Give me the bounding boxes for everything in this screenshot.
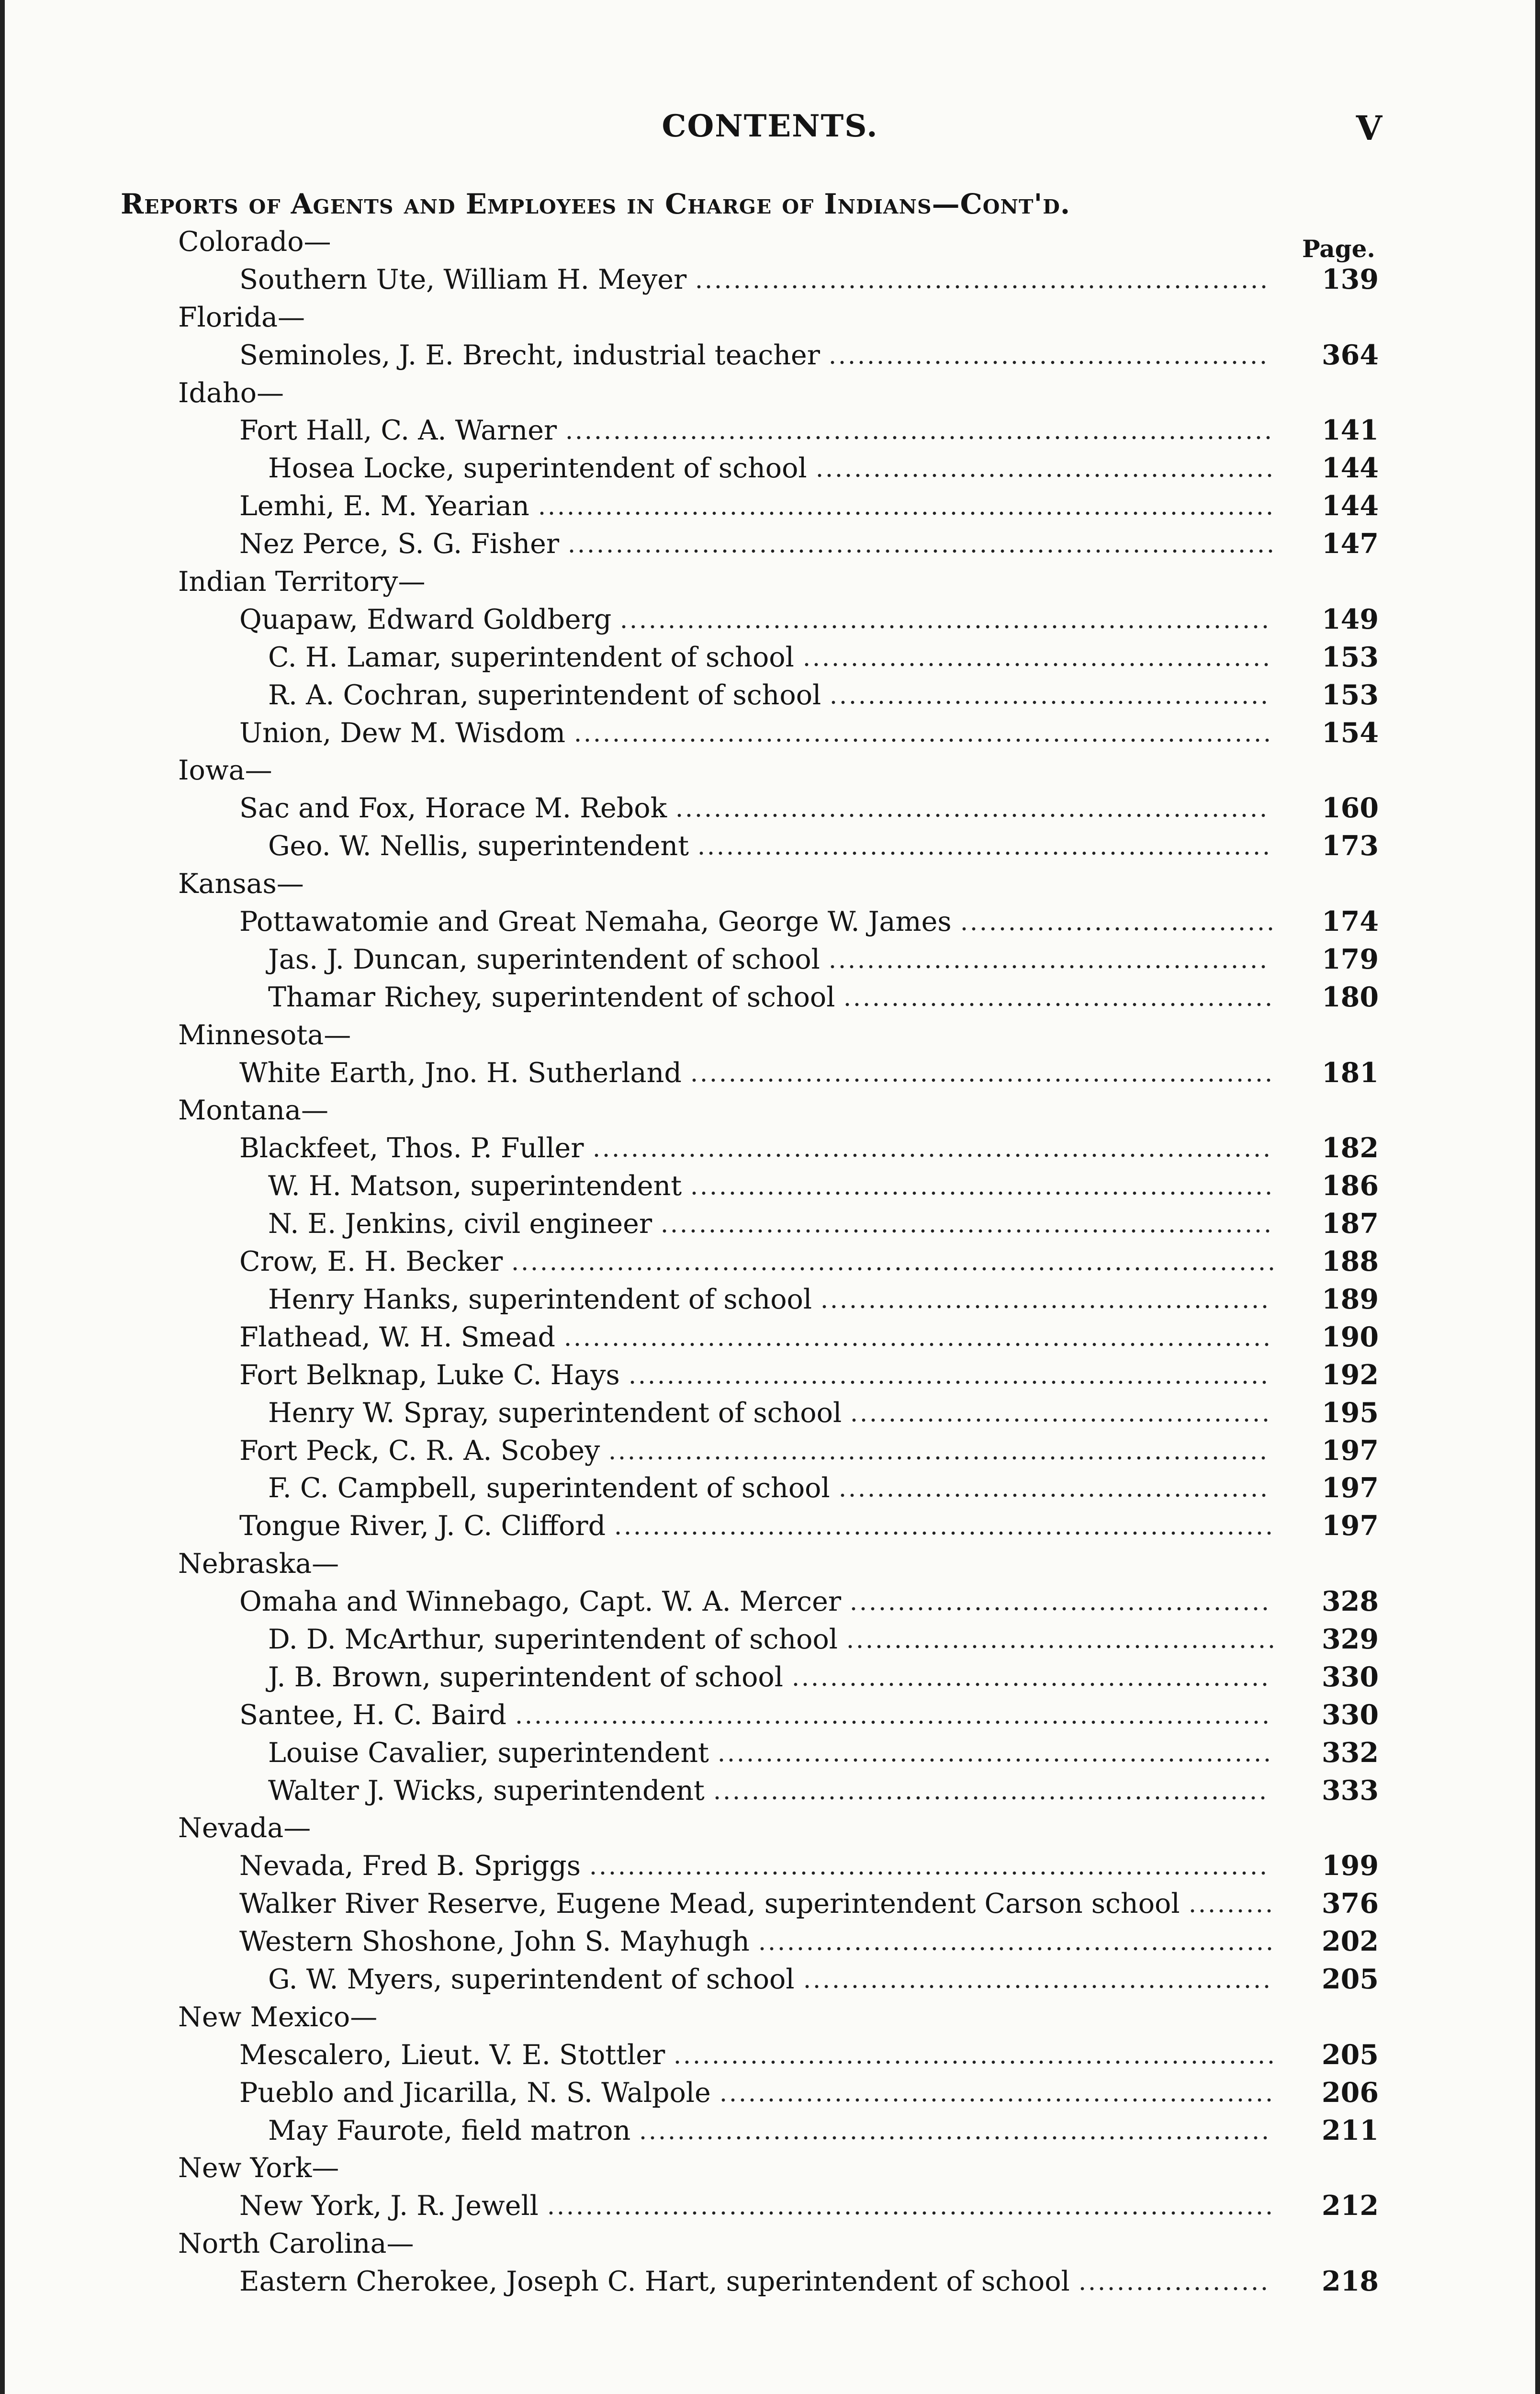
toc-entry xyxy=(0,2187,1540,2225)
toc-state-heading xyxy=(0,2225,1540,2263)
dot-leader xyxy=(588,1871,1268,1875)
page-ref: 212 xyxy=(1322,2190,1379,2222)
page-ref: 141 xyxy=(1322,414,1379,447)
page-ref: 376 xyxy=(1322,1887,1379,1920)
entry-label: Nevada, Fred B. Spriggs xyxy=(239,1850,581,1882)
toc-entry xyxy=(0,2263,1540,2301)
toc-state-heading xyxy=(0,1092,1540,1129)
entry-label: Henry W. Spray, superintendent of school xyxy=(268,1397,842,1429)
dot-leader xyxy=(563,1343,1271,1346)
page-ref: 333 xyxy=(1322,1774,1379,1807)
toc-entry xyxy=(0,1432,1540,1470)
toc-entry xyxy=(0,261,1540,299)
dot-leader xyxy=(838,1493,1269,1497)
toc-entry xyxy=(0,1847,1540,1885)
toc-entry xyxy=(0,1129,1540,1167)
dot-leader xyxy=(820,1305,1270,1309)
entry-label: Geo. W. Nellis, superintendent xyxy=(268,830,689,862)
entry-label: J. B. Brown, superintendent of school xyxy=(268,1661,783,1693)
dot-leader xyxy=(592,1153,1271,1157)
page-ref: 188 xyxy=(1322,1245,1379,1278)
page-ref: 186 xyxy=(1322,1170,1379,1202)
entry-label: Lemhi, E. M. Yearian xyxy=(239,490,529,522)
page-ref: 205 xyxy=(1322,1963,1379,1995)
toc-entry xyxy=(0,1167,1540,1205)
toc-entry xyxy=(0,450,1540,487)
page-title: CONTENTS. xyxy=(662,108,878,144)
dot-leader xyxy=(712,1796,1268,1800)
entry-label: Southern Ute, William H. Meyer xyxy=(239,263,687,295)
dot-leader xyxy=(828,361,1268,364)
entry-label: Mescalero, Lieut. V. E. Stottler xyxy=(239,2039,665,2071)
page-ref: 149 xyxy=(1322,603,1379,635)
toc-state-heading xyxy=(0,223,1540,261)
entry-label: Henry Hanks, superintendent of school xyxy=(268,1283,812,1315)
dot-leader xyxy=(757,1947,1274,1951)
state-name: Indian Territory— xyxy=(178,566,426,598)
state-name: Idaho— xyxy=(178,377,284,409)
table-of-contents xyxy=(0,223,1540,2301)
entry-label: Quapaw, Edward Goldberg xyxy=(239,603,612,635)
page-ref: 192 xyxy=(1322,1358,1379,1391)
dot-leader xyxy=(567,549,1275,553)
dot-leader xyxy=(829,700,1269,704)
toc-state-heading xyxy=(0,2149,1540,2187)
page-ref: 160 xyxy=(1322,792,1379,824)
dot-leader xyxy=(791,1683,1270,1686)
page-ref: 144 xyxy=(1322,452,1379,485)
toc-entry xyxy=(0,677,1540,714)
page-ref: 202 xyxy=(1322,1925,1379,1958)
toc-entry xyxy=(0,1356,1540,1394)
dot-leader xyxy=(546,2211,1274,2215)
dot-leader xyxy=(673,2060,1276,2064)
state-name: New York— xyxy=(178,2152,339,2184)
state-name: North Carolina— xyxy=(178,2228,414,2260)
toc-entry xyxy=(0,1583,1540,1621)
dot-leader xyxy=(607,1456,1268,1460)
page-ref: 189 xyxy=(1322,1283,1379,1315)
entry-label: New York, J. R. Jewell xyxy=(239,2190,539,2222)
toc-state-heading xyxy=(0,299,1540,337)
toc-entry xyxy=(0,1961,1540,1999)
toc-entry xyxy=(0,903,1540,941)
toc-entry xyxy=(0,1923,1540,1961)
dot-leader xyxy=(628,1380,1269,1384)
page-ref: 139 xyxy=(1322,263,1379,295)
entry-label: Western Shoshone, John S. Mayhugh xyxy=(239,1926,750,1958)
dot-leader xyxy=(843,1003,1273,1006)
entry-label: N. E. Jenkins, civil engineer xyxy=(268,1208,652,1240)
dot-leader xyxy=(849,1607,1270,1611)
page-ref: 329 xyxy=(1322,1623,1379,1655)
entry-label: Fort Hall, C. A. Warner xyxy=(239,415,557,447)
entry-label: White Earth, Jno. H. Sutherland xyxy=(239,1057,682,1089)
page-ref: 187 xyxy=(1322,1208,1379,1240)
toc-entry xyxy=(0,1319,1540,1356)
dot-leader xyxy=(694,285,1269,289)
dot-leader xyxy=(849,1418,1270,1422)
dot-leader xyxy=(514,1720,1270,1724)
dot-leader xyxy=(802,1985,1271,1988)
page-ref: 205 xyxy=(1322,2038,1379,2071)
toc-entry xyxy=(0,1772,1540,1810)
toc-entry xyxy=(0,1281,1540,1319)
page-ref: 153 xyxy=(1322,678,1379,711)
entry-label: Thamar Richey, superintendent of school xyxy=(268,981,835,1013)
entry-label: Jas. J. Duncan, superintendent of school xyxy=(268,943,820,975)
toc-entry xyxy=(0,1659,1540,1696)
entry-label: Pottawatomie and Great Nemaha, George W. James xyxy=(239,906,952,938)
page-ref: 182 xyxy=(1322,1132,1379,1164)
state-name: Nebraska— xyxy=(178,1548,339,1580)
page-ref: 332 xyxy=(1322,1736,1379,1769)
toc-entry xyxy=(0,827,1540,865)
dot-leader xyxy=(815,474,1274,477)
entry-label: Blackfeet, Thos. P. Fuller xyxy=(239,1132,584,1164)
entry-label: Santee, H. C. Baird xyxy=(239,1699,506,1731)
dot-leader xyxy=(564,436,1273,440)
toc-state-heading xyxy=(0,752,1540,790)
toc-entry xyxy=(0,525,1540,563)
state-name: New Mexico— xyxy=(178,2001,378,2033)
dot-leader xyxy=(1188,1909,1274,1913)
entry-label: Eastern Cherokee, Joseph C. Hart, superintendent of school xyxy=(239,2266,1070,2298)
dot-leader xyxy=(717,1758,1272,1762)
toc-entry xyxy=(0,1696,1540,1734)
toc-state-heading xyxy=(0,1545,1540,1583)
entry-label: Omaha and Winnebago, Capt. W. A. Mercer xyxy=(239,1586,842,1618)
page-ref: 154 xyxy=(1322,716,1379,749)
dot-leader xyxy=(510,1267,1276,1271)
toc-entry xyxy=(0,1205,1540,1243)
page-ref: 364 xyxy=(1322,339,1379,371)
toc-entry xyxy=(0,714,1540,752)
page-ref: 197 xyxy=(1322,1472,1379,1504)
dot-leader xyxy=(689,1078,1273,1082)
dot-leader xyxy=(638,2136,1270,2140)
state-name: Nevada— xyxy=(178,1812,311,1844)
dot-leader xyxy=(674,813,1268,817)
toc-entry xyxy=(0,487,1540,525)
page-ref: 181 xyxy=(1322,1056,1379,1089)
dot-leader xyxy=(613,1531,1274,1535)
page-ref: 218 xyxy=(1322,2265,1379,2298)
toc-entry xyxy=(0,979,1540,1016)
toc-entry xyxy=(0,1394,1540,1432)
page-ref: 330 xyxy=(1322,1660,1379,1693)
entry-label: Walker River Reserve, Eugene Mead, superintendent Carson school xyxy=(239,1888,1180,1920)
toc-entry xyxy=(0,2112,1540,2150)
section-title: Reports of Agents and Employees in Charge of Indians—Cont'd. xyxy=(121,188,1071,220)
page-ref: 147 xyxy=(1322,528,1379,560)
state-name: Montana— xyxy=(178,1095,328,1127)
page-ref: 174 xyxy=(1322,905,1379,938)
entry-label: F. C. Campbell, superintendent of school xyxy=(268,1472,830,1504)
dot-leader xyxy=(802,663,1271,666)
entry-label: Flathead, W. H. Smead xyxy=(239,1321,555,1353)
dot-leader xyxy=(845,1645,1276,1649)
dot-leader xyxy=(719,2098,1274,2102)
page-ref: 144 xyxy=(1322,490,1379,522)
entry-label: Louise Cavalier, superintendent xyxy=(268,1737,709,1769)
page-ref: 197 xyxy=(1322,1510,1379,1542)
dot-leader xyxy=(689,1191,1273,1195)
entry-label: Sac and Fox, Horace M. Rebok xyxy=(239,792,667,824)
toc-entry xyxy=(0,1734,1540,1772)
toc-entry xyxy=(0,2036,1540,2074)
entry-label: Crow, E. H. Becker xyxy=(239,1246,503,1278)
toc-state-heading xyxy=(0,1999,1540,2036)
toc-entry xyxy=(0,1243,1540,1281)
entry-label: D. D. McArthur, superintendent of school xyxy=(268,1623,838,1655)
dot-leader xyxy=(1078,2287,1269,2291)
dot-leader xyxy=(573,738,1272,742)
entry-label: Union, Dew M. Wisdom xyxy=(239,717,566,749)
toc-entry xyxy=(0,601,1540,639)
page-ref: 330 xyxy=(1322,1698,1379,1731)
toc-entry xyxy=(0,1469,1540,1507)
toc-entry xyxy=(0,639,1540,677)
entry-label: Walter J. Wicks, superintendent xyxy=(268,1774,705,1807)
entry-label: Pueblo and Jicarilla, N. S. Walpole xyxy=(239,2077,711,2109)
page-ref: 199 xyxy=(1322,1850,1379,1882)
dot-leader xyxy=(660,1229,1272,1233)
page-ref: 206 xyxy=(1322,2076,1379,2109)
page-ref: 190 xyxy=(1322,1321,1379,1353)
dot-leader xyxy=(697,851,1271,855)
entry-label: R. A. Cochran, superintendent of school xyxy=(268,679,821,711)
entry-label: C. H. Lamar, superintendent of school xyxy=(268,641,794,673)
entry-label: G. W. Myers, superintendent of school xyxy=(268,1963,795,1995)
entry-label: Tongue River, J. C. Clifford xyxy=(239,1510,606,1542)
state-name: Iowa— xyxy=(178,755,272,787)
page-ref: 173 xyxy=(1322,830,1379,862)
toc-state-heading xyxy=(0,865,1540,903)
page-column-label: Page. xyxy=(1302,235,1375,263)
toc-state-heading xyxy=(0,563,1540,601)
page-ref: 180 xyxy=(1322,981,1379,1013)
dot-leader xyxy=(828,965,1268,969)
toc-entry xyxy=(0,1054,1540,1092)
state-name: Kansas— xyxy=(178,868,304,900)
entry-label: Fort Belknap, Luke C. Hays xyxy=(239,1359,620,1391)
toc-entry xyxy=(0,1507,1540,1545)
toc-entry xyxy=(0,412,1540,450)
page-ref: 179 xyxy=(1322,943,1379,975)
page-ref: 211 xyxy=(1322,2114,1379,2146)
page-ref: 328 xyxy=(1322,1585,1379,1618)
state-name: Florida— xyxy=(178,301,305,333)
entry-label: W. H. Matson, superintendent xyxy=(268,1170,682,1202)
dot-leader xyxy=(619,625,1270,629)
dot-leader xyxy=(959,927,1275,931)
state-name: Colorado— xyxy=(178,226,331,258)
toc-entry xyxy=(0,1885,1540,1923)
toc-entry xyxy=(0,1621,1540,1659)
toc-state-heading xyxy=(0,374,1540,412)
toc-entry xyxy=(0,790,1540,827)
page-number: V xyxy=(1356,108,1382,148)
toc-entry xyxy=(0,941,1540,979)
page-ref: 153 xyxy=(1322,641,1379,673)
dot-leader xyxy=(537,511,1274,515)
entry-label: May Faurote, field matron xyxy=(268,2114,631,2146)
toc-state-heading xyxy=(0,1016,1540,1054)
toc-state-heading xyxy=(0,1809,1540,1847)
entry-label: Seminoles, J. E. Brecht, industrial teacher xyxy=(239,339,821,371)
entry-label: Hosea Locke, superintendent of school xyxy=(268,452,807,485)
toc-entry xyxy=(0,337,1540,374)
page-ref: 195 xyxy=(1322,1396,1379,1429)
entry-label: Nez Perce, S. G. Fisher xyxy=(239,528,560,560)
page-ref: 197 xyxy=(1322,1434,1379,1467)
entry-label: Fort Peck, C. R. A. Scobey xyxy=(239,1434,600,1467)
toc-entry xyxy=(0,2074,1540,2112)
page-header xyxy=(0,108,1540,151)
state-name: Minnesota— xyxy=(178,1019,351,1051)
